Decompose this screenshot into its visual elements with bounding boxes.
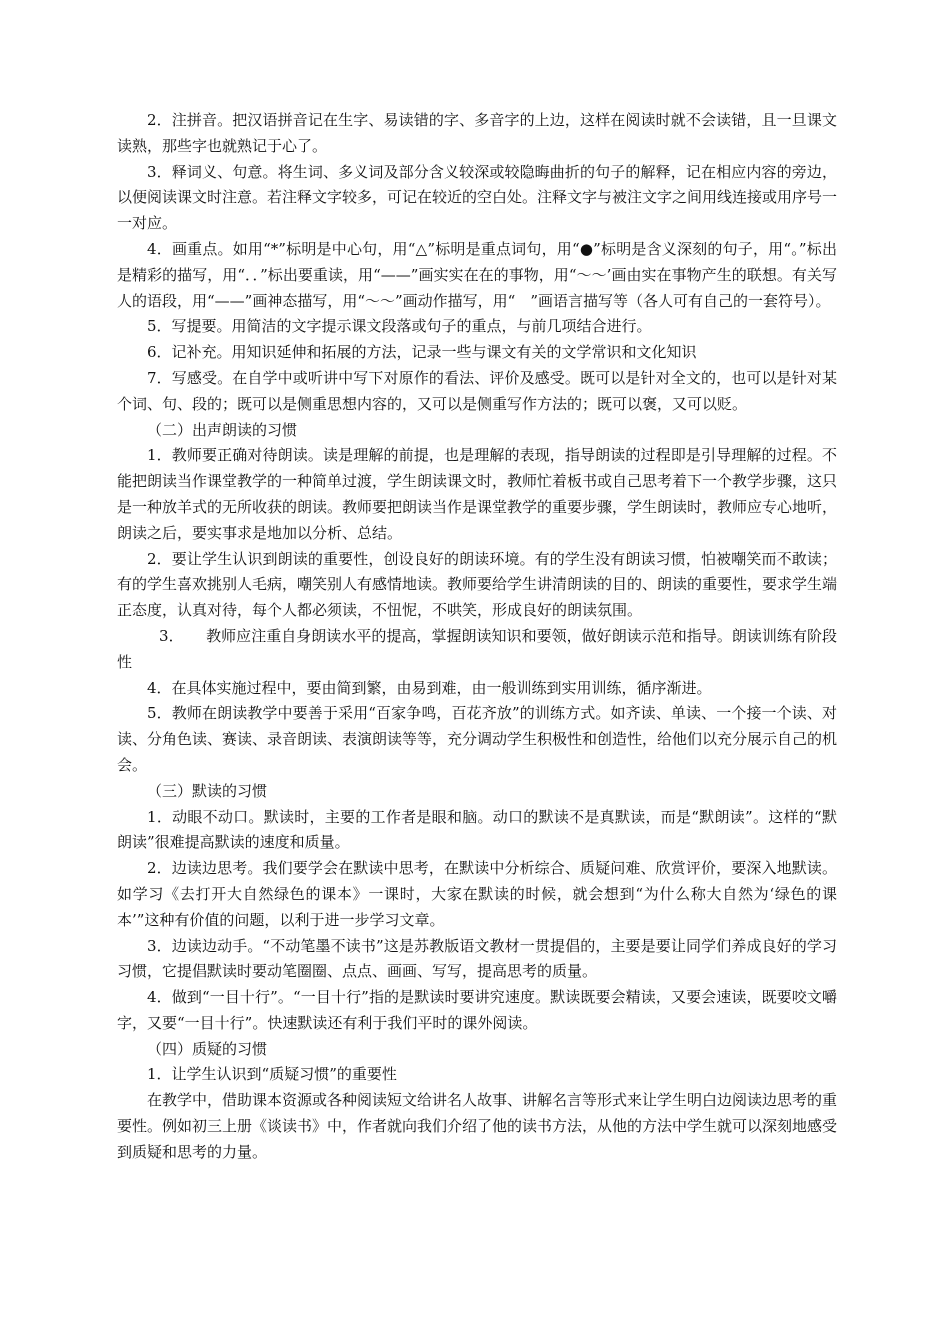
paragraph-word-meaning: 3．释词义、句意。将生词、多义词及部分含义较深或较隐晦曲折的句子的解释，记在相应内容的旁边，以便阅读课文时注意。若注释文字较多，可记在较近的空白处。注释文字与被注文字之间用线连接或用序号一一对应。 [117, 162, 838, 233]
document-body [117, 108, 837, 1166]
paragraph-questioning-importance: 1．让学生认识到“质疑习惯”的重要性 [147, 1065, 397, 1084]
paragraph-summary: 5．写提要。用简洁的文字提示课文段落或句子的重点，与前几项结合进行。 [147, 317, 652, 336]
section-heading-silent-reading: （三）默读的习惯 [147, 781, 268, 800]
paragraph-eyes-not-mouth: 1．动眼不动口。默读时，主要的工作者是眼和脑。动口的默读不是真默读，而是“默朗读”。这样的“默朗读”很难提高默读的速度和质量。 [117, 807, 837, 852]
paragraph-supplement: 6．记补充。用知识延伸和拓展的方法，记录一些与课文有关的文学常识和文化知识 [147, 343, 697, 362]
paragraph-teaching-example: 在教学中，借助课本资源或各种阅读短文给讲名人故事、讲解名言等形式来让学生明白边阅读边思考的重要性。例如初三上册《谈读书》中，作者就向我们介绍了他的读书方法，从他的方法中学生就可以深刻地感受到质疑和思考的力量。 [117, 1091, 838, 1161]
paragraph-reading-importance: 2．要让学生认识到朗读的重要性，创设良好的朗读环境。有的学生没有朗读习惯，怕被嘲笑而不敢读；有的学生喜欢挑别人毛病，嘲笑别人有感情地读。教师要给学生讲清朗读的目的、朗读的重要性，要求学生端正态度，认真对待，每个人都必须读，不忸怩，不哄笑，形成良好的朗读氛围。 [117, 549, 838, 620]
paragraph-training-methods: 5．教师在朗读教学中要善于采用“百家争鸣，百花齐放”的训练方式。如齐读、单读、一个接一个读、对读、分角色读、赛读、录音朗读、表演朗读等等，充分调动学生积极性和创造性，给他们以充分展示自己的机会。 [117, 704, 838, 774]
paragraph-reflection: 7．写感受。在自学中或听讲中写下对原作的看法、评价及感受。既可以是针对全文的，也可以是针对某个词、句、段的；既可以是侧重思想内容的，又可以是侧重写作方法的；既可以褒，又可以贬。 [117, 368, 837, 413]
paragraph-teacher-skill: 3． 教师应注重自身朗读水平的提高，掌握朗读知识和要领，做好朗读示范和指导。朗读训练有阶段性 [117, 626, 837, 671]
paragraph-read-and-think: 2．边读边思考。我们要学会在默读中思考，在默读中分析综合、质疑问难、欣赏评价，要深入地默读。如学习《去打开大自然绿色的课本》一课时，大家在默读的时候，就会想到“为什么称大自然为‘绿色的课本’”这种有价值的问题，以利于进一步学习文章。 [117, 859, 837, 929]
section-heading-questioning: （四）质疑的习惯 [147, 1039, 268, 1058]
paragraph-teacher-reading: 1．教师要正确对待朗读。读是理解的前提，也是理解的表现，指导朗读的过程即是引导理解的过程。不能把朗读当作课堂教学的一种简单过渡，学生朗读课文时，教师忙着板书或自己思考着下一个教学步骤，这只是一种放羊式的无所收获的朗读。教师要把朗读当作是课堂教学的重要步骤，学生朗读时，教师应专心地听，朗读之后，要实事求是地加以分析、总结。 [117, 446, 838, 542]
paragraph-read-and-write: 3．边读边动手。“不动笔墨不读书”这是苏教版语文教材一贯提倡的，主要是要让同学们养成良好的学习习惯，它提倡默读时要动笔圈圈、点点、画画、写写，提高思考的质量。 [117, 936, 837, 981]
paragraph-pinyin: 2．注拼音。把汉语拼音记在生字、易读错的字、多音字的上边，这样在阅读时就不会读错，且一旦课文读熟，那些字也就熟记于心了。 [117, 111, 837, 155]
section-heading-reading-aloud: （二）出声朗读的习惯 [147, 420, 298, 439]
paragraph-gradual-training: 4．在具体实施过程中，要由简到繁，由易到难，由一般训练到实用训练，循序渐进。 [147, 678, 712, 697]
paragraph-speed-reading: 4．做到“一目十行”。“一目十行”指的是默读时要讲究速度。默读既要会精读，又要会速读，既要咬文嚼字，又要“一目十行”。快速默读还有利于我们平时的课外阅读。 [117, 988, 837, 1032]
paragraph-highlight-marks: 4．画重点。如用“*”标明是中心句，用“△”标明是重点词句，用“●”标明是含义深刻的句子，用“。”标出是精彩的描写，用“．．”标出要重读，用“——”画实实在在的事物，用“～～’画由实在事物产生的联想。有关写人的语段，用“——”画神态描写，用“～～”画动作描写，用“ ”画语言描写等（各人可有自己的一套符号）。 [117, 239, 837, 310]
